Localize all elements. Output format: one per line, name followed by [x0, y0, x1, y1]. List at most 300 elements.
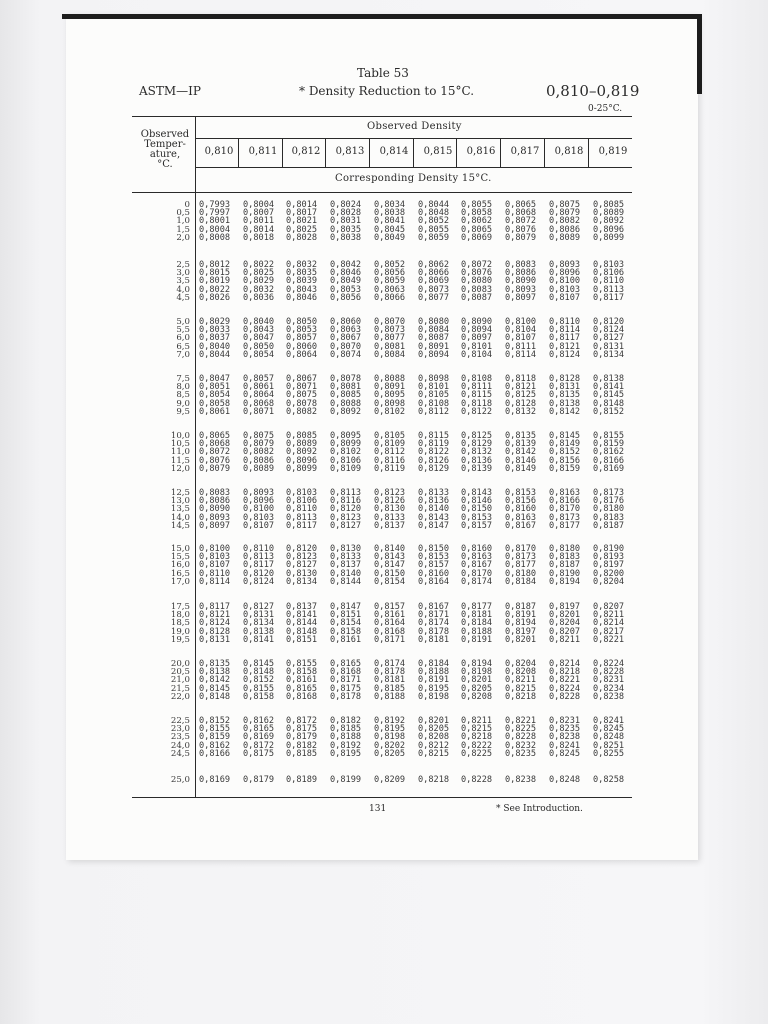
- density-column-header: 0,815: [423, 146, 453, 157]
- density-value: 0,8067: [330, 333, 362, 344]
- density-value: 0,8130: [286, 568, 318, 579]
- density-value: 0,8031: [330, 216, 362, 227]
- temperature-value: 22,5: [170, 716, 190, 726]
- density-value: 0,8235: [549, 724, 581, 735]
- density-value: 0,8167: [418, 602, 450, 612]
- density-value: 0,8062: [461, 216, 493, 227]
- density-value: 0,8178: [374, 667, 406, 678]
- temperature-value: 13,5: [170, 504, 190, 515]
- density-value-group: [330, 776, 361, 784]
- density-value: 0,8051: [199, 382, 231, 393]
- density-value: 0,8067: [286, 374, 318, 384]
- density-value: 0,8098: [418, 374, 450, 384]
- density-value: 0,8183: [593, 512, 625, 523]
- density-value-group: [593, 261, 624, 302]
- density-value: 0,8014: [243, 224, 275, 235]
- density-value: 0,8042: [330, 260, 362, 270]
- density-value: 0,8052: [418, 216, 450, 227]
- density-value-group: [374, 603, 405, 644]
- density-value: 0,8179: [286, 732, 318, 743]
- density-value: 0,8092: [593, 216, 625, 227]
- density-value-group: [505, 318, 536, 359]
- density-value: 0,8128: [505, 398, 537, 409]
- standard-label: ASTM—IP: [139, 84, 201, 98]
- density-value: 0,8188: [418, 667, 450, 678]
- temperature-value: 14,5: [170, 520, 190, 531]
- density-value-group: [461, 717, 492, 758]
- temperature-value: 11,0: [170, 447, 190, 458]
- density-value-group: [199, 489, 230, 530]
- density-value: 0,8055: [418, 224, 450, 235]
- density-value: 0,8063: [330, 325, 362, 336]
- density-value: 0,8095: [330, 431, 362, 441]
- density-value: 0,8141: [593, 382, 625, 393]
- density-value: 0,8100: [243, 504, 275, 515]
- density-value: 0,8134: [286, 576, 318, 587]
- density-value-group: [286, 489, 317, 530]
- density-value: 0,8011: [243, 216, 275, 227]
- density-value: 0,8156: [505, 496, 537, 507]
- density-value-group: [243, 545, 274, 586]
- density-value: 0,8100: [505, 317, 537, 327]
- density-value: 0,8191: [418, 675, 450, 686]
- density-value: 0,8015: [199, 268, 231, 279]
- density-value: 0,8149: [549, 439, 581, 450]
- density-value: 0,8086: [549, 224, 581, 235]
- density-value: 0,8114: [549, 325, 581, 336]
- density-value-group: [243, 660, 274, 701]
- density-value: 0,8181: [418, 634, 450, 645]
- density-value: 0,8106: [593, 268, 625, 279]
- density-value: 0,8085: [593, 200, 625, 210]
- density-value: 0,8170: [505, 544, 537, 554]
- density-value: 0,8232: [505, 740, 537, 751]
- density-value-group: [330, 375, 361, 416]
- temperature-value: 11,5: [170, 455, 190, 466]
- density-value: 0,8204: [593, 576, 625, 587]
- density-value: 0,8049: [374, 232, 406, 243]
- density-value: 0,8117: [243, 560, 275, 571]
- density-value-group: [243, 375, 274, 416]
- temperature-group: [150, 776, 190, 784]
- density-value: 0,8018: [243, 232, 275, 243]
- density-value: 0,8071: [286, 382, 318, 393]
- density-value: 0,8070: [330, 341, 362, 352]
- density-value: 0,8174: [461, 576, 493, 587]
- density-value: 0,8184: [505, 576, 537, 587]
- density-value: 0,8137: [374, 520, 406, 531]
- table-top-rule: [132, 116, 632, 117]
- density-value: 0,8072: [199, 447, 231, 458]
- density-value: 0,8120: [330, 504, 362, 515]
- density-value: 0,8084: [418, 325, 450, 336]
- density-value-group: [330, 432, 361, 473]
- density-value: 0,8089: [549, 232, 581, 243]
- density-value: 0,8065: [199, 431, 231, 441]
- density-value: 0,8093: [549, 260, 581, 270]
- density-value: 0,8234: [593, 683, 625, 694]
- density-value: 0,8123: [374, 488, 406, 498]
- density-value: 0,8057: [286, 333, 318, 344]
- density-value-group: [286, 603, 317, 644]
- density-value-group: [418, 603, 449, 644]
- density-value: 0,8171: [330, 675, 362, 686]
- temperature-column-rule: [195, 116, 196, 797]
- density-value: 0,8205: [374, 748, 406, 759]
- density-value: 0,8001: [199, 216, 231, 227]
- density-value: 0,8197: [505, 626, 537, 637]
- density-value: 0,8169: [199, 775, 231, 785]
- density-value: 0,8214: [593, 618, 625, 629]
- footnote: * See Introduction.: [496, 804, 583, 814]
- density-value: 0,8113: [593, 284, 625, 295]
- density-value: 0,8145: [199, 683, 231, 694]
- density-value: 0,8155: [199, 724, 231, 735]
- density-value-group: [593, 318, 624, 359]
- density-value-group: [243, 776, 274, 784]
- density-value: 0,8218: [549, 667, 581, 678]
- density-value: 0,8112: [374, 447, 406, 458]
- density-value-group: [461, 776, 492, 784]
- density-value: 0,8113: [243, 552, 275, 563]
- density-value: 0,8096: [593, 224, 625, 235]
- density-value: 0,8163: [549, 488, 581, 498]
- density-value: 0,8165: [286, 683, 318, 694]
- density-value: 0,8072: [505, 216, 537, 227]
- density-value: 0,8058: [461, 208, 493, 219]
- density-value-group: [243, 261, 274, 302]
- density-value: 0,8211: [461, 716, 493, 726]
- temperature-column-label: [139, 130, 191, 170]
- density-value: 0,8218: [461, 732, 493, 743]
- density-value: 0,8046: [286, 292, 318, 303]
- density-value: 0,8177: [505, 560, 537, 571]
- page-right-edge: [697, 14, 702, 94]
- temperature-value: 3,0: [176, 268, 190, 279]
- density-value: 0,8076: [199, 455, 231, 466]
- temperature-value: 9,0: [176, 398, 190, 409]
- density-value-group: [243, 201, 274, 242]
- density-value: 0,8194: [505, 618, 537, 629]
- density-value: 0,8185: [330, 724, 362, 735]
- temperature-group: [150, 545, 190, 586]
- density-value: 0,8187: [505, 602, 537, 612]
- density-value: 0,8148: [243, 667, 275, 678]
- density-value-group: [549, 489, 580, 530]
- density-value: 0,8154: [374, 576, 406, 587]
- temperature-group: [150, 660, 190, 701]
- density-value: 0,8211: [549, 634, 581, 645]
- density-value: 0,8171: [374, 634, 406, 645]
- density-value: 0,8075: [549, 200, 581, 210]
- density-value: 0,8038: [374, 208, 406, 219]
- density-value-group: [330, 489, 361, 530]
- density-value: 0,8137: [286, 602, 318, 612]
- density-value: 0,8192: [330, 740, 362, 751]
- density-value: 0,8110: [199, 568, 231, 579]
- density-value: 0,8152: [243, 675, 275, 686]
- density-value: 0,8091: [374, 382, 406, 393]
- density-value: 0,8098: [374, 398, 406, 409]
- density-value: 0,8152: [199, 716, 231, 726]
- density-value: 0,8092: [330, 406, 362, 417]
- density-value: 0,8235: [505, 748, 537, 759]
- density-value: 0,8155: [593, 431, 625, 441]
- density-value-group: [286, 201, 317, 242]
- density-value: 0,8198: [418, 691, 450, 702]
- density-value: 0,8141: [243, 634, 275, 645]
- density-column-header: 0,818: [554, 146, 584, 157]
- temperature-value: 16,0: [170, 560, 190, 571]
- density-value: 0,8103: [286, 488, 318, 498]
- density-value: 0,8188: [374, 691, 406, 702]
- density-value-group: [461, 318, 492, 359]
- density-value-group: [505, 261, 536, 302]
- density-value: 0,8138: [593, 374, 625, 384]
- density-value: 0,8168: [374, 626, 406, 637]
- temperature-value: 10,0: [170, 431, 190, 441]
- density-value: 0,8087: [418, 333, 450, 344]
- temperature-value: 4,5: [176, 292, 190, 303]
- density-value: 0,8140: [330, 568, 362, 579]
- density-value-group: [505, 489, 536, 530]
- density-value: 0,8176: [593, 496, 625, 507]
- temperature-value: 8,0: [176, 382, 190, 393]
- density-value: 0,8238: [505, 775, 537, 785]
- density-value-group: [330, 660, 361, 701]
- density-value: 0,8184: [461, 618, 493, 629]
- density-value: 0,8173: [593, 488, 625, 498]
- density-value: 0,8258: [593, 775, 625, 785]
- density-value: 0,7993: [199, 200, 231, 210]
- density-value: 0,8060: [286, 341, 318, 352]
- density-value: 0,8162: [199, 740, 231, 751]
- density-value: 0,8053: [286, 325, 318, 336]
- density-value: 0,8055: [461, 200, 493, 210]
- density-value: 0,8086: [199, 496, 231, 507]
- density-value: 0,8085: [330, 390, 362, 401]
- density-value: 0,8222: [461, 740, 493, 751]
- density-value: 0,8153: [461, 512, 493, 523]
- temperature-value: 14,0: [170, 512, 190, 523]
- density-value-group: [549, 717, 580, 758]
- density-value: 0,8094: [418, 349, 450, 360]
- density-value: 0,8097: [199, 520, 231, 531]
- density-value: 0,8211: [593, 610, 625, 621]
- density-value: 0,8086: [243, 455, 275, 466]
- density-value: 0,8127: [330, 520, 362, 531]
- density-value: 0,8137: [330, 560, 362, 571]
- density-value: 0,8050: [243, 341, 275, 352]
- corresponding-density-label: Corresponding Density 15°C.: [335, 173, 492, 184]
- density-value-group: [418, 375, 449, 416]
- density-value-group: [418, 545, 449, 586]
- density-value: 0,8175: [243, 748, 275, 759]
- density-value-group: [199, 776, 230, 784]
- temperature-value: 2,0: [176, 232, 190, 243]
- density-value: 0,8100: [549, 276, 581, 287]
- density-value: 0,8089: [243, 463, 275, 474]
- density-value: 0,8099: [286, 463, 318, 474]
- density-value: 0,8129: [418, 463, 450, 474]
- density-column-header: 0,811: [248, 146, 278, 157]
- density-value-group: [330, 545, 361, 586]
- density-value: 0,8163: [461, 552, 493, 563]
- density-value: 0,8082: [243, 447, 275, 458]
- density-value: 0,8115: [461, 390, 493, 401]
- temperature-value: 6,5: [176, 341, 190, 352]
- density-value: 0,8075: [243, 431, 275, 441]
- density-value: 0,8080: [418, 317, 450, 327]
- density-value-group: [286, 776, 317, 784]
- density-value: 0,8116: [374, 455, 406, 466]
- density-value: 0,8130: [374, 504, 406, 515]
- density-value: 0,8079: [505, 232, 537, 243]
- density-value-group: [549, 660, 580, 701]
- density-value: 0,8082: [549, 216, 581, 227]
- density-value-group: [593, 545, 624, 586]
- density-value: 0,8152: [593, 406, 625, 417]
- density-value: 0,8207: [549, 626, 581, 637]
- density-value: 0,8054: [243, 349, 275, 360]
- density-value: 0,8238: [549, 732, 581, 743]
- density-value: 0,8099: [330, 439, 362, 450]
- density-value: 0,8136: [418, 496, 450, 507]
- density-value: 0,8070: [374, 317, 406, 327]
- density-value: 0,8126: [418, 455, 450, 466]
- density-value: 0,8231: [549, 716, 581, 726]
- density-value: 0,8159: [593, 439, 625, 450]
- density-value: 0,8113: [286, 512, 318, 523]
- density-value: 0,8021: [286, 216, 318, 227]
- density-value: 0,8131: [199, 634, 231, 645]
- density-value-group: [418, 717, 449, 758]
- density-value-group: [418, 660, 449, 701]
- density-value: 0,8188: [330, 732, 362, 743]
- density-column-header: 0,816: [466, 146, 496, 157]
- density-value-group: [593, 375, 624, 416]
- density-value-group: [418, 432, 449, 473]
- density-value: 0,8124: [199, 618, 231, 629]
- density-value: 0,8147: [374, 560, 406, 571]
- density-value-group: [286, 261, 317, 302]
- density-value: 0,8119: [374, 463, 406, 474]
- density-value-group: [286, 432, 317, 473]
- density-value: 0,8172: [286, 716, 318, 726]
- density-value: 0,8169: [243, 732, 275, 743]
- density-value-group: [199, 717, 230, 758]
- density-value-group: [418, 201, 449, 242]
- density-value: 0,8120: [243, 568, 275, 579]
- density-value-group: [199, 375, 230, 416]
- density-value: 0,8195: [330, 748, 362, 759]
- density-value: 0,8157: [461, 520, 493, 531]
- temperature-label-line: °C.: [157, 159, 173, 170]
- density-value-group: [374, 375, 405, 416]
- density-value-group: [330, 201, 361, 242]
- density-value: 0,8181: [461, 610, 493, 621]
- density-value: 0,8130: [330, 544, 362, 554]
- density-value-group: [549, 201, 580, 242]
- density-value-group: [593, 603, 624, 644]
- density-value: 0,8181: [374, 675, 406, 686]
- density-value: 0,8044: [418, 200, 450, 210]
- density-value: 0,8140: [374, 544, 406, 554]
- density-value: 0,8087: [461, 292, 493, 303]
- density-value: 0,8107: [199, 560, 231, 571]
- density-value: 0,8024: [330, 200, 362, 210]
- density-value: 0,8221: [593, 634, 625, 645]
- density-value: 0,8201: [418, 716, 450, 726]
- density-value: 0,8168: [286, 691, 318, 702]
- density-value: 0,8150: [418, 544, 450, 554]
- density-value: 0,8035: [330, 224, 362, 235]
- density-value-group: [505, 603, 536, 644]
- density-value: 0,8091: [418, 341, 450, 352]
- density-value: 0,8032: [286, 260, 318, 270]
- density-value: 0,8112: [418, 406, 450, 417]
- density-value: 0,8073: [418, 284, 450, 295]
- density-value: 0,8133: [418, 488, 450, 498]
- density-value: 0,8041: [374, 216, 406, 227]
- density-value: 0,8065: [461, 224, 493, 235]
- density-value: 0,8161: [286, 675, 318, 686]
- density-value-group: [549, 545, 580, 586]
- density-value: 0,8172: [243, 740, 275, 751]
- temperature-value: 13,0: [170, 496, 190, 507]
- density-value: 0,8134: [243, 618, 275, 629]
- density-value: 0,8105: [374, 431, 406, 441]
- density-value-group: [505, 201, 536, 242]
- density-value: 0,8125: [505, 390, 537, 401]
- density-value-group: [418, 318, 449, 359]
- density-value: 0,8096: [243, 496, 275, 507]
- density-value: 0,8198: [374, 732, 406, 743]
- density-value: 0,8022: [243, 260, 275, 270]
- density-value: 0,8123: [330, 512, 362, 523]
- density-value: 0,8134: [593, 349, 625, 360]
- density-value: 0,8167: [461, 560, 493, 571]
- density-value: 0,8101: [461, 341, 493, 352]
- temperature-value: 23,0: [170, 724, 190, 735]
- density-value: 0,8208: [418, 732, 450, 743]
- density-value: 0,8124: [549, 349, 581, 360]
- density-value: 0,8120: [286, 544, 318, 554]
- density-value-group: [505, 432, 536, 473]
- temperature-value: 12,5: [170, 488, 190, 498]
- density-value: 0,8056: [330, 292, 362, 303]
- density-value-group: [374, 776, 405, 784]
- density-value-group: [374, 545, 405, 586]
- density-value: 0,8132: [461, 447, 493, 458]
- density-value: 0,8044: [199, 349, 231, 360]
- density-value: 0,8107: [505, 333, 537, 344]
- density-value: 0,8139: [461, 463, 493, 474]
- density-value: 0,8068: [199, 439, 231, 450]
- density-value: 0,8182: [330, 716, 362, 726]
- density-value: 0,8043: [286, 284, 318, 295]
- density-value: 0,8241: [549, 740, 581, 751]
- density-value: 0,8057: [243, 374, 275, 384]
- density-value-group: [593, 489, 624, 530]
- density-value-group: [461, 660, 492, 701]
- density-value: 0,8108: [418, 398, 450, 409]
- density-value: 0,8113: [330, 488, 362, 498]
- temperature-label-line: ature,: [149, 149, 181, 160]
- density-value-group: [243, 432, 274, 473]
- temperature-value: 25,0: [170, 775, 190, 785]
- density-value: 0,8163: [505, 512, 537, 523]
